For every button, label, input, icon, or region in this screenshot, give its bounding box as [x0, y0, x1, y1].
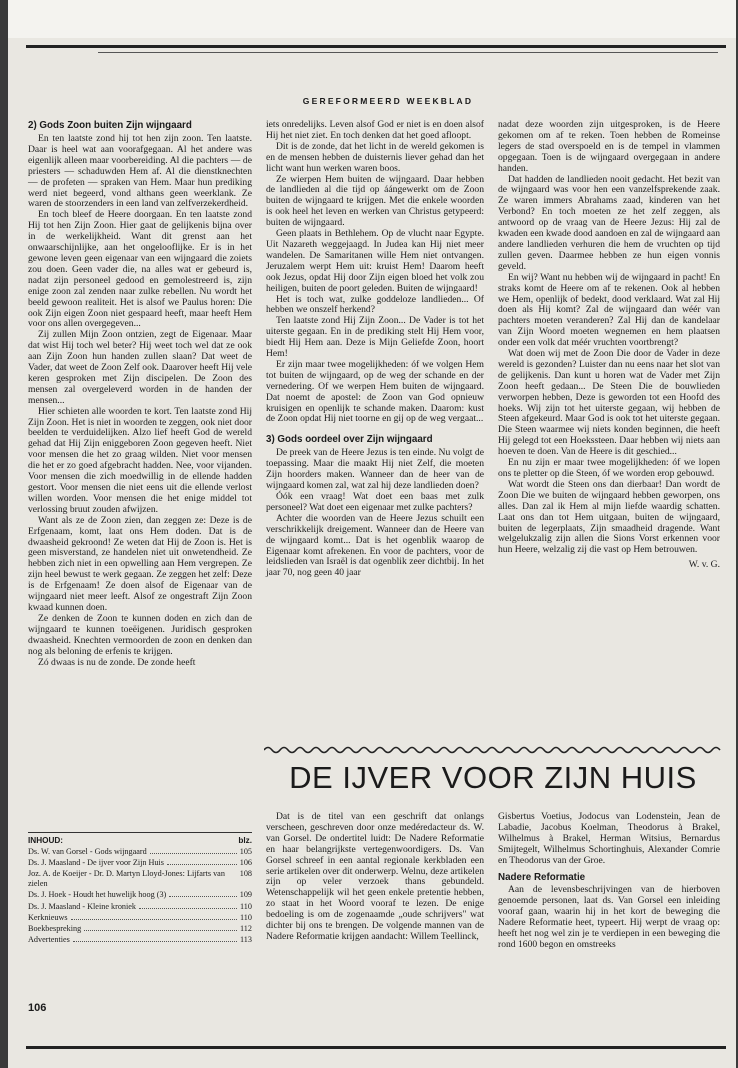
bottom-rule: [26, 1046, 726, 1049]
toc-entry-label: Ds. J. Maasland - Kleine kroniek: [28, 901, 137, 911]
paragraph: Dat hadden de landlieden nooit gedacht. Het bezit van de wijngaard was voor hen een vanzelfsprekende zaak. Ze waren immers Abrahams zaad, kinderen van het Verbond? En toch moeten ze het zelf zeggen, als antwoord op de vraag van de Heere Jezus: Hij zal de kwaden een kwade dood aandoen en zal de wijngaard aan andere landlieden verhuren die hem de vruchten op tijd zullen geven. Daarmee hebben ze hun eigen vonnis geveld.: [498, 173, 720, 272]
toc-entry: [28, 868, 252, 889]
paragraph: En wij? Want nu hebben wij de wijngaard in pacht! En straks komt de Heere om af te rekenen. Ook al hebben we Hem, openlijk of bedekt, dood verklaard. Wat zal Hij doen als Hij komt? Zal de wijngaard dan wéér van pachters moeten veranderen? Zal Hij dan de kandelaar van Zijn Woord moeten wegnemen en hem plaatsen onder een volk dat méér vruchten voortbrengt?: [498, 271, 720, 349]
toc-leader: [139, 901, 237, 909]
paragraph: Ze denken de Zoon te kunnen doden en zich dan de wijngaard te kunnen toeëigenen. Juridisch gesproken dwaasheid. Knechten vermoorden de zoon en denken dan nog als beloning de erfenis te krijgen.: [28, 612, 252, 657]
paragraph: En toch bleef de Heere doorgaan. En ten laatste zond Hij tot hen Zijn Zoon. Hier gaat de gelijkenis bijna over in de werkelijkheid. Want dit grenst aan het onwaarschijnlijke, aan het ongelooflijke. Er is in het gewone leven geen eigenaar van een wijngaard die zoiets zou doen. Geen vader die, na alles wat er gebeurd is, nadat zijn personeel gedood en gemolestreerd is, zijn enige zoon zal zenden naar zulke rebellen. Nu wordt het beeld gewoon realiteit. Het is alsof we Paulus horen: Die ook Zijn eigen Zoon niet gespaard heeft, maar heeft Hem voor ons allen overgegeven...: [28, 209, 252, 330]
toc-entry-label: Ds. J. Hoek - Houdt het huwelijk hoog (3): [28, 890, 167, 900]
paragraph: Gisbertus Voetius, Jodocus van Lodenstein, Jean de Labadie, Jacobus Koelman, Theodorus à Brakel, Wilhelmus à Brakel, Herman Witsius, Bernardus Smijtegelt, Wilhelmus Schortinghuis, Alexander Comrie en Theodorus van der Groe.: [498, 811, 720, 866]
toc-entry-label: Ds. W. van Gorsel - Gods wijngaard: [28, 847, 147, 857]
toc-entry: [28, 901, 252, 912]
paragraph: De preek van de Heere Jezus is ten einde. Nu volgt de toepassing. Maar die maakt Hij niet Zelf, die moeten Zijn hoorders maken. Wanneer dan de heer van de wijngaard komen zal, wat zal hij deze landlieden doen?: [266, 447, 484, 492]
toc-entry: [28, 934, 252, 945]
column-right: [498, 120, 720, 571]
section-heading: 2) Gods Zoon buiten Zijn wijngaard: [28, 120, 192, 131]
paragraph: En nu zijn er maar twee mogelijkheden: óf we lopen ons te pletter op die Steen, óf we worden erop gebouwd.: [498, 457, 720, 479]
toc-leader: [167, 857, 237, 865]
paragraph: Want als ze de Zoon zien, dan zeggen ze: Deze is de Erfgenaam, komt, laat ons Hem doden. Dat is de dwaasheid gekroond! Ze weten dat Hij de Zoon is. Het is geen misverstand, ze handelen niet uit onwetendheid. Ze hebben zich niet in een opwelling aan Hem vergrepen. Ze zijn heel bewust te werk gegaan. Ze zeggen het zelf: Deze is de Erfgenaam! Ze doen alsof de Eigenaar van de wijngaard niet meer leeft. Alsof ze ongestraft Zijn Zoon kwaad kunnen doen.: [28, 514, 252, 613]
column-middle: [266, 120, 484, 579]
paragraph: Óók een vraag! Wat doet een baas met zulk personeel? Wat doet een eigenaar met zulke pachters?: [266, 491, 484, 513]
paragraph: Achter die woorden van de Heere Jezus schuilt een verschrikkelijk dreigement. Wanneer dan de Heere van de wijngaard komt... Dat is het ogenblik waarop de Eigenaar komt afrekenen. En voor de pachters, voor de leidslieden van Israël is dat ogenblik zeer dichtbij. In het jaar 70, nog geen 40 jaar: [266, 512, 484, 579]
toc-leader: [169, 889, 236, 897]
paragraph: Geen plaats in Bethlehem. Op de vlucht naar Egypte. Uit Nazareth weggejaagd. In Judea kan Hij niet meer wandelen. De Samaritanen wille Hem niet ontvangen. Jeruzalem werpt Hem uit: kruist Hem! Daarom heeft ook Jezus, opdat Hij door Zijn eigen bloed het volk zou heiligen, buiten de poort geleden. Buiten de wijngaard!: [266, 228, 484, 294]
paragraph: Wat wordt die Steen ons dan dierbaar! Dan wordt de Zoon Die we buiten de wijngaard hebben geworpen, ons alles. Dan zal ik Hem al mijn liefde waardig schatten. Laat ons dan tot Hem uitgaan, buiten de wijngaard, buiten de legerplaats, Zijn smaadheid dragende. Want welgelukzalig zijn allen die Sions Vorst erkennen voor hun Heere, welzalig zij die vast op Hem betrouwen.: [498, 478, 720, 556]
toc-entry-label: Kerknieuws: [28, 912, 68, 922]
toc-entry-page: 108: [239, 869, 252, 879]
paragraph: nadat deze woorden zijn uitgesproken, is de Heere gekomen om af te reken. Toen hebben de Romeinse legers de stad overspoeld en is de tempel in vlammen opgegaan. Toen is de wijngaard overgegaan in andere handen.: [498, 119, 720, 174]
toc-entry-page: 105: [239, 847, 252, 857]
paragraph: Ze wierpen Hem buiten de wijngaard. Daar hebben de landlieden al die tijd op áángewerkt om de Zoon buiten de wijngaard te krijgen. Met die enkele woorden is ook heel het leven en werken van Christus getypeerd: buiten de wijngaard.: [266, 173, 484, 229]
paragraph: Aan de levensbeschrijvingen van de hierboven genoemde personen, laat ds. Van Gorsel een inleiding vooraf gaan, waarin hij in het kort de beweging die Nadere Reformatie heet, typeert. Hij werpt de vraag op: heeft het nog wel zin je te verdiepen in een beweging die rond 1600 begon en omstreeks: [498, 884, 720, 950]
paragraph: Er zijn maar twee mogelijkheden: óf we volgen Hem tot buiten de wijngaard, op de weg der schande en der vernedering. Of we werpen Hem buiten de wijngaard. Dat noemt de apostel: de Zoon van God opnieuw kruisigen en openlijk te schande maken. Daarom: kust de Zoon opdat Hij niet toorne en gij op de weg vergaat...: [266, 358, 484, 425]
toc-entry-label: Advertenties: [28, 934, 70, 944]
paragraph: iets onredelijks. Leven alsof God er niet is en doen alsof Hij het niet ziet. En toch denken dat het goed afloopt.: [266, 119, 484, 141]
article-subheading: Nadere Reformatie: [498, 871, 586, 883]
column-left: [28, 120, 252, 668]
page-number: 106: [28, 1002, 47, 1014]
paragraph: Zij zullen Mijn Zoon ontzien, zegt de Eigenaar. Maar dat wist Hij toch wel beter? Hij weet toch wel dat ze ook aan Zijn Zoon hun handen zullen slaan? Dat weet de Vader, dat weet de Zoon Zelf ook. Daarover heeft Hij vele keren gesproken met Zijn discipelen. De Zoon des mensen zal overgeleverd worden in de handen der mensen...: [28, 329, 252, 406]
toc-entry: [28, 889, 252, 900]
toc-entry-label: Boekbespreking: [28, 923, 82, 933]
toc-page-label: blz.: [238, 836, 252, 845]
paragraph: Zó dwaas is nu de zonde. De zonde heeft: [38, 656, 196, 668]
toc-entry-page: 110: [240, 912, 252, 922]
article-title: DE IJVER VOOR ZIJN HUIS: [289, 760, 697, 795]
scan-top-band: [8, 0, 736, 38]
toc-leader: [84, 923, 237, 931]
paragraph: Wat doen wij met de Zoon Die door de Vader in deze wereld is gezonden? Luister dan nu eens naar het slot van de gelijkenis. Dan kunt u horen wat de Vader met Zijn Zoon heeft gedaan... De Steen Die de bouwlieden verworpen hebben, Deze is geworden tot een Hoofd des hoeks. Wij zijn tot het uiterste gegaan, wij hebben de Steen afgekeurd. Maar God is ook tot het uiterste gegaan. Die Steen waarmee wij niets konden beginnen, die heeft Hij gelegd tot een Hoekssteen. Daar hebben wij niets aan hoeven te doen. Van de Heere is dit geschied...: [498, 348, 720, 458]
toc-header: [28, 836, 252, 846]
paragraph: Dit is de zonde, dat het licht in de wereld gekomen is en de mensen hebben de duisternis liever gehad dan het licht want hun werken waren boos.: [266, 140, 484, 174]
toc-title: INHOUD:: [28, 836, 64, 845]
author-signature: W. v. G.: [688, 559, 720, 571]
toc-entry: [28, 846, 252, 857]
toc-entry: [28, 857, 252, 868]
top-rule: [26, 45, 726, 48]
toc-entry-page: 106: [239, 858, 252, 868]
top-thin-rule: [98, 52, 718, 53]
toc-leader: [71, 912, 237, 920]
paragraph: Dat is de titel van een geschrift dat onlangs verscheen, geschreven door onze medéredacteur ds. W. van Gorsel. De ondertitel luidt: De Nadere Reformatie en haar belangrijkste vertegenwoordigers. Ds. Van Gorsel schreef in een aantal regionale kerkbladen een serie artikelen over dit onderwerp. Welnu, deze artikelen zijn op veler verzoek thans gebundeld. Wetenschappelijk wil het geen enkele pretentie hebben, zo staat in het Woord vooraf te lezen. De enige bedoeling is om de zogenaamde „oude schrijvers" wat dichter bij ons te brengen. De volgende mannen van de Nadere Reformatie krijgen aandacht: Willem Teellinck,: [266, 811, 484, 942]
running-head: GEREFORMEERD WEEKBLAD: [302, 96, 474, 106]
toc-entry: [28, 912, 252, 923]
toc-entry-page: 109: [239, 890, 252, 900]
paragraph: Hier schieten alle woorden te kort. Ten laatste zond Hij Zijn Zoon. Het is niet in woorden te zeggen, ook niet door beelden te verduidelijken. Alzo lief heeft God de wereld gehad dat Hij Zijn eniggeboren Zoon gegeven heeft. Niet voor mensen die het zo graag wilden. Niet voor mensen die het er zo goed afgebracht hadden. Nee, voor vijanden. Voor mensen die zich moedwillig in de ellende hadden gestort. Voor mensen die niet eens uit die ellende verlost willen worden. Voor mensen die het enige middel tot verlossing bruut zouden afwijzen.: [28, 405, 252, 515]
toc-leader: [150, 846, 237, 854]
toc-entry-page: 110: [240, 901, 252, 911]
wavy-divider: [264, 744, 724, 756]
page: [8, 0, 736, 1068]
toc-entry-label: Ds. J. Maasland - De ijver voor Zijn Huis: [28, 858, 164, 868]
section-heading: 3) Gods oordeel over Zijn wijngaard: [266, 434, 433, 446]
toc-entry-page: 112: [240, 923, 252, 933]
paragraph: En ten laatste zond hij tot hen zijn zoon. Ten laatste. Daar is heel wat aan voorafgegaan. Al het andere was eigenlijk alleen maar voorbereiding. Al die pachters — de priesters — schaduwden Hem af. Al die dienstknechten — de profeten — spraken van Hem. Maar hun prediking werd niet begeerd, vond althans geen weerklank. Ze waren de stoorzenders in een land van zelfverzekerdheid.: [28, 133, 252, 210]
paragraph: Het is toch wat, zulke goddeloze landlieden... Of hebben we onszelf herkend?: [266, 293, 484, 316]
table-of-contents: [28, 832, 252, 945]
article-column-left: [266, 812, 484, 943]
paragraph: Ten laatste zond Hij Zijn Zoon... De Vader is tot het uiterste gegaan. En in de prediking stelt Hij Hem voor, biedt Hij Hem aan. Deze is Mijn Geliefde Zoon, hoort Hem!: [266, 315, 484, 360]
toc-entry: [28, 923, 252, 934]
article-column-right: [498, 812, 720, 951]
toc-entry-label: Joz. A. de Koeijer - Dr. D. Martyn Lloyd-Jones: Lijfarts van zielen: [28, 869, 225, 889]
toc-entry-page: 113: [240, 934, 252, 944]
toc-leader: [73, 934, 237, 942]
